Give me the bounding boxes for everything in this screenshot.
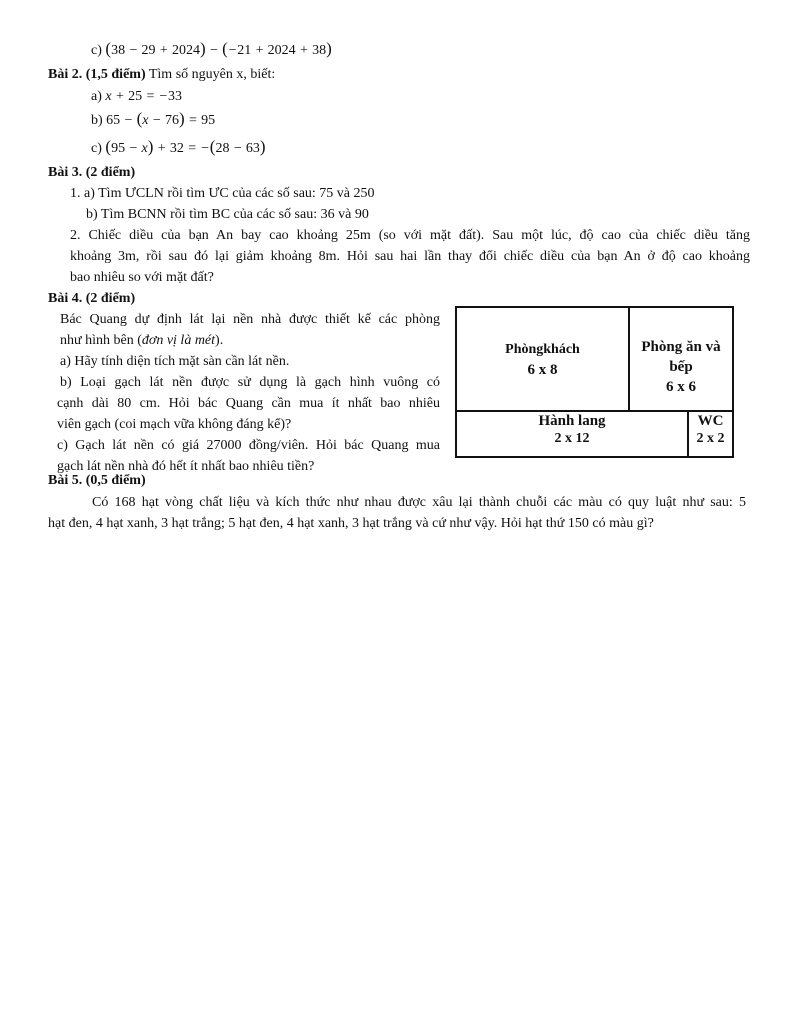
bai3-title: Bài 3. (2 điểm) xyxy=(48,165,136,180)
room-kitchen-name-2: bếp xyxy=(669,359,693,375)
bai4-qb-line3: viên gạch (coi mạch vữa không đáng kể)? xyxy=(57,417,292,432)
room-wc xyxy=(689,412,732,448)
bai3-q1b: b) Tìm BCNN rồi tìm BC của các số sau: 36 và 90 xyxy=(86,207,369,222)
bai5-line1: Có 168 hạt vòng chất liệu và kích thức như nhau được xâu lại thành chuỗi các màu có quy luật như sau: 5 xyxy=(92,495,746,510)
bai1-c-label: c) xyxy=(91,43,102,58)
bai2-c-equation: (95 − x) + 32 = −(28 − 63) xyxy=(105,137,266,156)
bai2-b-line xyxy=(91,108,215,131)
room-wc-size: 2 x 2 xyxy=(696,431,725,446)
bai4-intro-italic: đơn vị là mét xyxy=(141,333,216,348)
room-kitchen-name-1: Phòng ăn và xyxy=(641,339,721,355)
bai3-q2-line3: bao nhiêu so với mặt đất? xyxy=(70,270,214,285)
bai4-intro-line2 xyxy=(60,330,223,351)
bai3-q2-line2: khoảng 3m, rồi sau đó lại giảm khoảng 8m. Hỏi sau hai lần thay đổi chiếc diều của bạn An ở độ cao khoảng xyxy=(70,249,750,264)
floor-plan xyxy=(455,306,734,458)
room-wc-name: WC xyxy=(697,413,724,429)
bai4-title: Bài 4. (2 điểm) xyxy=(48,291,136,306)
bai2-a-line xyxy=(91,86,182,107)
bai4-intro-pre: như hình bên ( xyxy=(60,333,142,348)
bai2-b-equation: 65 − (x − 76) = 95 xyxy=(106,109,216,128)
bai4-intro-line1: Bác Quang dự định lát lại nền nhà được thiết kế các phòng xyxy=(60,312,440,327)
room-kitchen-size: 6 x 6 xyxy=(666,379,696,395)
bai4-qa: a) Hãy tính diện tích mặt sàn cần lát nền. xyxy=(60,354,290,369)
bai3-q1a: 1. a) Tìm ƯCLN rồi tìm ƯC của các số sau: 75 và 250 xyxy=(70,186,375,201)
room-hallway-name: Hành lang xyxy=(538,413,606,429)
room-living-size: 6 x 8 xyxy=(527,362,558,378)
bai2-c-label: c) xyxy=(91,141,102,156)
bai2-title: Bài 2. (1,5 điểm) xyxy=(48,67,146,82)
room-hallway xyxy=(457,412,687,448)
bai3-q2-line1: 2. Chiếc diều của bạn An bay cao khoảng 25m (so với mặt đất). Sau một lúc, độ cao của chiếc diều tăng xyxy=(70,228,750,243)
bai4-qb-line2: cạnh dài 80 cm. Hỏi bác Quang cần mua ít nhất bao nhiêu xyxy=(57,396,440,411)
bai1-c-expression: (38 − 29 + 2024) − (−21 + 2024 + 38) xyxy=(105,39,332,58)
bai4-qb-line1: b) Loại gạch lát nền được sử dụng là gạch hình vuông có xyxy=(60,375,440,390)
bai2-heading xyxy=(48,64,275,85)
bai5-title: Bài 5. (0,5 điểm) xyxy=(48,473,146,488)
bai4-intro-post: ). xyxy=(215,333,224,348)
room-living-name: Phòngkhách xyxy=(505,342,580,357)
bai2-a-equation: x + 25 = −33 xyxy=(105,89,182,104)
bai2-a-label: a) xyxy=(91,89,102,104)
bai2-c-line xyxy=(91,136,266,159)
room-living xyxy=(457,340,628,380)
bai5-line2: hạt đen, 4 hạt xanh, 3 hạt trắng; 5 hạt đen, 4 hạt xanh, 3 hạt trắng và cứ như vậy. Hỏi hạt thứ 150 có màu gì? xyxy=(48,516,654,531)
bai2-prompt: Tìm số nguyên x, biết: xyxy=(148,67,276,82)
bai4-qc-line1: c) Gạch lát nền có giá 27000 đồng/viên. Hỏi bác Quang mua xyxy=(57,438,440,453)
room-hallway-size: 2 x 12 xyxy=(554,431,590,446)
room-kitchen xyxy=(630,337,732,397)
bai1-c-line xyxy=(91,38,332,61)
bai2-b-label: b) xyxy=(91,113,103,128)
bai4-qc-line2: gạch lát nền nhà đó hết ít nhất bao nhiêu tiền? xyxy=(57,459,315,474)
